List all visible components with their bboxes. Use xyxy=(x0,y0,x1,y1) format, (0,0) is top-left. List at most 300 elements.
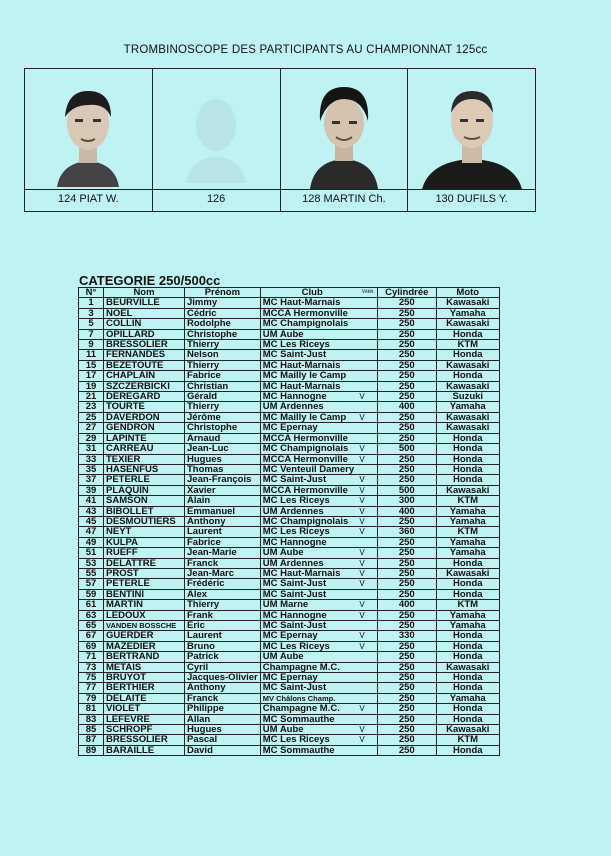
header-club-label: Club xyxy=(301,287,323,298)
cell-prenom: Jimmy xyxy=(185,298,261,308)
cell-nom: PETERLE xyxy=(104,579,185,589)
header-veteran: Vétér. xyxy=(361,289,375,295)
cell-nom: METAIS xyxy=(104,662,185,672)
cell-moto: KTM xyxy=(436,527,499,537)
cell-nom: SCHROPF xyxy=(104,725,185,735)
cell-club-name: MC Haut-Marnais xyxy=(262,381,341,392)
photo-cell-4 xyxy=(408,69,535,211)
cell-cylindree: 250 xyxy=(377,589,436,599)
cell-club xyxy=(260,340,377,350)
photo-strip xyxy=(24,68,536,212)
cell-club xyxy=(260,683,377,693)
cell-prenom: Alain xyxy=(185,496,261,506)
cell-nom: BRUYOT xyxy=(104,673,185,683)
cell-prenom: Thierry xyxy=(185,360,261,370)
cell-num: 29 xyxy=(79,433,104,443)
cell-club xyxy=(260,444,377,454)
cell-prenom: Christophe xyxy=(185,329,261,339)
photo-caption-2: 126 xyxy=(206,193,226,205)
cell-num: 57 xyxy=(79,579,104,589)
cell-cylindree: 250 xyxy=(377,371,436,381)
cell-club-name: MC Sommauthe xyxy=(262,745,335,756)
cell-nom: BEZETOUTE xyxy=(104,360,185,370)
cell-club-name: MC Les Riceys xyxy=(262,495,330,507)
cell-club xyxy=(260,537,377,547)
table-row xyxy=(79,527,500,537)
table-row xyxy=(79,381,500,391)
cell-club-name: MC Sommauthe xyxy=(262,714,335,725)
cell-moto: Honda xyxy=(436,714,499,724)
cell-prenom: Thierry xyxy=(185,402,261,412)
cell-nom: BIBOLLET xyxy=(104,506,185,516)
cell-cylindree: 250 xyxy=(377,412,436,422)
cell-club xyxy=(260,714,377,724)
cell-club xyxy=(260,423,377,433)
cell-num: 53 xyxy=(79,558,104,568)
cell-nom: BRESSOLIER xyxy=(104,340,185,350)
cell-prenom: Christian xyxy=(185,381,261,391)
cell-moto: Kawasaki xyxy=(436,381,499,391)
cell-prenom: Jean-Luc xyxy=(185,444,261,454)
cell-moto: Yamaha xyxy=(436,693,499,703)
cell-club-name: UM Aube xyxy=(262,651,304,663)
table-row xyxy=(79,621,500,631)
cell-moto: Kawasaki xyxy=(436,662,499,672)
table-row xyxy=(79,454,500,464)
cell-moto: Honda xyxy=(436,631,499,641)
cell-club xyxy=(260,298,377,308)
cell-nom: GENDRON xyxy=(104,423,185,433)
table-row xyxy=(79,725,500,735)
cell-cylindree: 250 xyxy=(377,652,436,662)
cell-nom: HASENFUS xyxy=(104,464,185,474)
photo-cell-2 xyxy=(153,69,281,211)
cell-veteran-mark: V xyxy=(359,444,365,454)
cell-veteran-mark: V xyxy=(359,475,365,485)
cell-prenom: Eric xyxy=(185,621,261,631)
cell-veteran-mark: V xyxy=(359,735,365,745)
portrait-photo-1 xyxy=(25,69,152,190)
cell-num: 63 xyxy=(79,610,104,620)
cell-num: 87 xyxy=(79,735,104,745)
cell-club xyxy=(260,381,377,391)
cell-prenom: Alex xyxy=(185,589,261,599)
portrait-photo-3 xyxy=(281,69,408,190)
cell-num: 19 xyxy=(79,381,104,391)
cell-veteran-mark: V xyxy=(359,527,365,537)
cell-moto: Yamaha xyxy=(436,516,499,526)
cell-veteran-mark: V xyxy=(359,725,365,735)
cell-veteran-mark: V xyxy=(359,704,365,714)
cell-num: 3 xyxy=(79,308,104,318)
cell-moto: Yamaha xyxy=(436,621,499,631)
cell-club xyxy=(260,568,377,578)
cell-moto: Honda xyxy=(436,475,499,485)
cell-prenom: Pascal xyxy=(185,735,261,745)
cell-cylindree: 360 xyxy=(377,527,436,537)
table-row xyxy=(79,329,500,339)
cell-club xyxy=(260,600,377,610)
cell-club xyxy=(260,735,377,745)
cell-moto: Yamaha xyxy=(436,308,499,318)
table-row xyxy=(79,673,500,683)
header-num: N° xyxy=(79,288,104,298)
cell-veteran-mark: V xyxy=(359,568,365,578)
cell-cylindree: 500 xyxy=(377,485,436,495)
cell-nom: NOEL xyxy=(104,308,185,318)
category-title: CATEGORIE 250/500cc xyxy=(79,273,221,288)
header-moto: Moto xyxy=(436,288,499,298)
cell-club-name: MC Les Riceys xyxy=(262,641,330,652)
table-row xyxy=(79,745,500,755)
photo-caption-1: 124 PIAT W. xyxy=(58,193,119,205)
cell-cylindree: 250 xyxy=(377,568,436,578)
table-row xyxy=(79,714,500,724)
cell-club xyxy=(260,485,377,495)
cell-club-name: MC Hannogne xyxy=(262,610,327,621)
cell-moto: Honda xyxy=(436,589,499,599)
table-row xyxy=(79,464,500,474)
table-row xyxy=(79,433,500,443)
cell-moto: Kawasaki xyxy=(436,412,499,422)
cell-nom: DAVERDON xyxy=(104,412,185,422)
cell-nom: DELAITE xyxy=(104,693,185,703)
table-row xyxy=(79,735,500,745)
cell-nom: BRESSOLIER xyxy=(104,735,185,745)
cell-club-name: UM Aube xyxy=(262,724,304,735)
cell-club-name: MC Epernay xyxy=(262,630,318,642)
cell-num: 67 xyxy=(79,631,104,641)
cell-num: 17 xyxy=(79,371,104,381)
cell-nom: BERTRAND xyxy=(104,652,185,662)
cell-cylindree: 250 xyxy=(377,610,436,620)
cell-club-name: UM Marne xyxy=(262,599,309,611)
cell-club xyxy=(260,360,377,370)
cell-club xyxy=(260,496,377,506)
cell-num: 73 xyxy=(79,662,104,672)
cell-moto: Yamaha xyxy=(436,537,499,547)
cell-club xyxy=(260,454,377,464)
table-row xyxy=(79,506,500,516)
cell-veteran-mark: V xyxy=(359,600,365,610)
cell-nom: LAPINTE xyxy=(104,433,185,443)
portrait-photo-2-empty xyxy=(153,69,280,190)
cell-nom: TOURTE xyxy=(104,402,185,412)
cell-cylindree: 250 xyxy=(377,454,436,464)
table-row xyxy=(79,631,500,641)
cell-cylindree: 250 xyxy=(377,735,436,745)
cell-cylindree: 250 xyxy=(377,464,436,474)
cell-club-name: MC Les Riceys xyxy=(262,339,330,350)
cell-cylindree: 250 xyxy=(377,693,436,703)
cell-prenom: Emmanuel xyxy=(185,506,261,516)
cell-moto: Suzuki xyxy=(436,392,499,402)
cell-veteran-mark: V xyxy=(359,412,365,422)
cell-num: 65 xyxy=(79,621,104,631)
cell-veteran-mark: V xyxy=(359,631,365,641)
cell-num: 39 xyxy=(79,485,104,495)
cell-moto: Kawasaki xyxy=(436,725,499,735)
cell-club xyxy=(260,621,377,631)
cell-cylindree: 400 xyxy=(377,600,436,610)
table-row xyxy=(79,350,500,360)
cell-cylindree: 400 xyxy=(377,506,436,516)
header-club xyxy=(260,288,377,298)
cell-nom: CARREAU xyxy=(104,444,185,454)
cell-veteran-mark: V xyxy=(359,496,365,506)
cell-club-name: MV Châlons Champ. xyxy=(262,693,336,703)
cell-nom: BERTHIER xyxy=(104,683,185,693)
cell-moto: KTM xyxy=(436,340,499,350)
cell-cylindree: 500 xyxy=(377,444,436,454)
cell-club-name: MC Saint-Just xyxy=(262,578,327,590)
cell-moto: KTM xyxy=(436,600,499,610)
cell-cylindree: 250 xyxy=(377,433,436,443)
cell-prenom: Thierry xyxy=(185,600,261,610)
table-row xyxy=(79,704,500,714)
cell-prenom: Jacques-Olivier xyxy=(185,673,261,683)
cell-prenom: Gérald xyxy=(185,392,261,402)
cell-nom: BEURVILLE xyxy=(104,298,185,308)
cell-num: 45 xyxy=(79,516,104,526)
photo-caption-4: 130 DUFILS Y. xyxy=(435,193,508,205)
table-row xyxy=(79,496,500,506)
table-row xyxy=(79,558,500,568)
cell-prenom: Rodolphe xyxy=(185,319,261,329)
cell-moto: Kawasaki xyxy=(436,568,499,578)
cell-club xyxy=(260,392,377,402)
cell-num: 11 xyxy=(79,350,104,360)
cell-cylindree: 250 xyxy=(377,662,436,672)
cell-nom: NEYT xyxy=(104,527,185,537)
cell-club-name: MC Mailly le Camp xyxy=(262,370,347,382)
cell-nom: SZCZERBICKI xyxy=(104,381,185,391)
cell-club-name: MC Champignolais xyxy=(262,516,349,527)
table-row xyxy=(79,662,500,672)
cell-club xyxy=(260,506,377,516)
cell-club xyxy=(260,371,377,381)
cell-num: 25 xyxy=(79,412,104,422)
cell-num: 77 xyxy=(79,683,104,693)
cell-prenom: Thomas xyxy=(185,464,261,474)
cell-club xyxy=(260,558,377,568)
cell-club-name: MC Saint-Just xyxy=(262,474,327,486)
cell-prenom: Cyril xyxy=(185,662,261,672)
cell-moto: Honda xyxy=(436,464,499,474)
table-row xyxy=(79,693,500,703)
cell-club xyxy=(260,475,377,485)
cell-club-name: MC Saint-Just xyxy=(262,682,327,694)
cell-prenom: Franck xyxy=(185,558,261,568)
cell-nom: CHAPLAIN xyxy=(104,371,185,381)
cell-club-name: MC Champignolais xyxy=(262,443,349,454)
cell-nom: LEDOUX xyxy=(104,610,185,620)
cell-cylindree: 250 xyxy=(377,350,436,360)
cell-nom: FERNANDES xyxy=(104,350,185,360)
cell-club-name: MC Champignolais xyxy=(262,318,349,330)
cell-nom: BENTINI xyxy=(104,589,185,599)
cell-num: 33 xyxy=(79,454,104,464)
cell-num: 41 xyxy=(79,496,104,506)
faded-portrait-figure xyxy=(186,87,246,183)
table-row xyxy=(79,319,500,329)
table-row xyxy=(79,537,500,547)
cell-nom: BARAILLE xyxy=(104,745,185,755)
table-row xyxy=(79,340,500,350)
cell-num: 35 xyxy=(79,464,104,474)
cell-club-name: MC Epernay xyxy=(262,672,318,683)
cell-prenom: Fabrice xyxy=(185,537,261,547)
table-row xyxy=(79,475,500,485)
cell-cylindree: 250 xyxy=(377,360,436,370)
cell-moto: Honda xyxy=(436,350,499,360)
cell-num: 81 xyxy=(79,704,104,714)
cell-num: 59 xyxy=(79,589,104,599)
cell-veteran-mark: V xyxy=(359,610,365,620)
photo-caption-3: 128 MARTIN Ch. xyxy=(302,193,386,205)
table-row xyxy=(79,444,500,454)
participants-table xyxy=(78,287,500,756)
cell-moto: Yamaha xyxy=(436,506,499,516)
cell-club xyxy=(260,704,377,714)
header-prenom: Prénom xyxy=(185,288,261,298)
cell-club xyxy=(260,329,377,339)
header-nom: Nom xyxy=(104,288,185,298)
cell-num: 85 xyxy=(79,725,104,735)
cell-veteran-mark: V xyxy=(359,485,365,495)
cell-club-name: MC Hannogne xyxy=(262,391,327,402)
cell-moto: Kawasaki xyxy=(436,319,499,329)
cell-moto: Honda xyxy=(436,329,499,339)
cell-moto: Honda xyxy=(436,641,499,651)
cell-veteran-mark: V xyxy=(359,516,365,526)
cell-prenom: Anthony xyxy=(185,516,261,526)
table-row xyxy=(79,641,500,651)
cell-num: 83 xyxy=(79,714,104,724)
cell-cylindree: 250 xyxy=(377,298,436,308)
table-body xyxy=(79,298,500,756)
cell-prenom: Cédric xyxy=(185,308,261,318)
cell-moto: Honda xyxy=(436,673,499,683)
cell-prenom: Hugues xyxy=(185,454,261,464)
table-row xyxy=(79,610,500,620)
cell-cylindree: 250 xyxy=(377,537,436,547)
cell-cylindree: 300 xyxy=(377,496,436,506)
cell-prenom: Nelson xyxy=(185,350,261,360)
cell-veteran-mark: V xyxy=(359,392,365,402)
cell-prenom: Jean-Marc xyxy=(185,568,261,578)
cell-cylindree: 250 xyxy=(377,392,436,402)
cell-prenom: David xyxy=(185,745,261,755)
cell-num: 23 xyxy=(79,402,104,412)
cell-club-name: MC Haut-Marnais xyxy=(262,360,341,371)
cell-cylindree: 250 xyxy=(377,329,436,339)
cell-prenom: Jean-François xyxy=(185,475,261,485)
cell-prenom: Patrick xyxy=(185,652,261,662)
cell-club xyxy=(260,464,377,474)
cell-cylindree: 250 xyxy=(377,475,436,485)
cell-club-name: MC Epernay xyxy=(262,422,318,434)
cell-num: 79 xyxy=(79,693,104,703)
cell-club xyxy=(260,693,377,703)
table-row xyxy=(79,579,500,589)
cell-cylindree: 400 xyxy=(377,402,436,412)
cell-nom: PLAQUIN xyxy=(104,485,185,495)
cell-prenom: Bruno xyxy=(185,641,261,651)
cell-club-name: MCCA Hermonville xyxy=(262,485,348,496)
photo-cell-1 xyxy=(25,69,153,211)
cell-nom: RUEFF xyxy=(104,548,185,558)
cell-club-name: MC Les Riceys xyxy=(262,526,330,538)
table-row xyxy=(79,360,500,370)
cell-prenom: Laurent xyxy=(185,527,261,537)
cell-cylindree: 250 xyxy=(377,558,436,568)
cell-cylindree: 250 xyxy=(377,621,436,631)
table-row xyxy=(79,412,500,422)
cell-moto: Yamaha xyxy=(436,610,499,620)
cell-cylindree: 250 xyxy=(377,319,436,329)
cell-nom: GUERDER xyxy=(104,631,185,641)
cell-moto: KTM xyxy=(436,735,499,745)
cell-club xyxy=(260,350,377,360)
table-row xyxy=(79,298,500,308)
cell-moto: Honda xyxy=(436,704,499,714)
table-row xyxy=(79,423,500,433)
cell-cylindree: 250 xyxy=(377,340,436,350)
cell-cylindree: 250 xyxy=(377,683,436,693)
cell-club-name: MC Saint-Just xyxy=(262,589,327,600)
cell-veteran-mark: V xyxy=(359,506,365,516)
cell-prenom: Hugues xyxy=(185,725,261,735)
cell-prenom: Arnaud xyxy=(185,433,261,443)
cell-club-name: UM Aube xyxy=(262,329,304,340)
cell-moto: Honda xyxy=(436,433,499,443)
cell-num: 31 xyxy=(79,444,104,454)
cell-num: 1 xyxy=(79,298,104,308)
table-row xyxy=(79,371,500,381)
cell-nom: VANDEN BOSSCHE xyxy=(104,621,185,631)
table-row xyxy=(79,652,500,662)
table-row xyxy=(79,683,500,693)
cell-club-name: UM Ardennes xyxy=(262,506,324,517)
cell-nom: PROST xyxy=(104,568,185,578)
cell-cylindree: 250 xyxy=(377,308,436,318)
cell-club-name: MCCA Hermonville xyxy=(262,454,348,465)
cell-moto: Yamaha xyxy=(436,402,499,412)
cell-moto: Honda xyxy=(436,558,499,568)
table-row xyxy=(79,600,500,610)
cell-cylindree: 250 xyxy=(377,548,436,558)
cell-num: 61 xyxy=(79,600,104,610)
cell-club-name: MC Haut-Marnais xyxy=(262,568,341,579)
cell-club xyxy=(260,589,377,599)
cell-cylindree: 250 xyxy=(377,516,436,526)
cell-num: 21 xyxy=(79,392,104,402)
cell-cylindree: 250 xyxy=(377,673,436,683)
cell-moto: Honda xyxy=(436,371,499,381)
cell-club-name: MCCA Hermonville xyxy=(262,433,348,444)
table-row xyxy=(79,516,500,526)
cell-moto: Honda xyxy=(436,444,499,454)
cell-prenom: Philippe xyxy=(185,704,261,714)
cell-club xyxy=(260,673,377,683)
cell-num: 89 xyxy=(79,745,104,755)
cell-nom: LEFEVRE xyxy=(104,714,185,724)
cell-prenom: Frank xyxy=(185,610,261,620)
cell-prenom: Xavier xyxy=(185,485,261,495)
cell-club-name: MC Venteuil Damery xyxy=(262,464,355,475)
cell-prenom: Fabrice xyxy=(185,371,261,381)
